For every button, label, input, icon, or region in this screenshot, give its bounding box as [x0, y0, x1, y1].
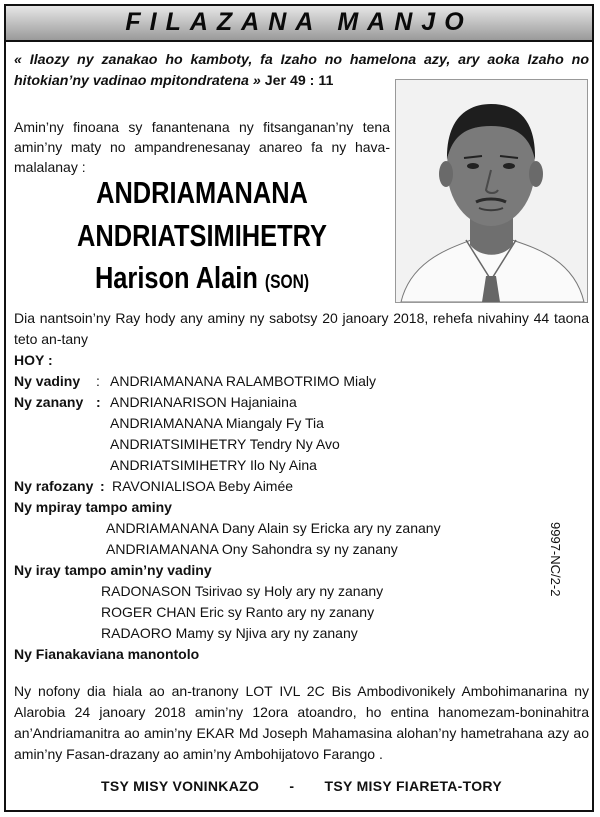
- child-name: ANDRIANARISON Hajaniaina: [110, 394, 297, 410]
- children-separator: :: [96, 394, 101, 410]
- verse-reference: Jer 49 : 11: [264, 73, 334, 89]
- spouse-separator: :: [96, 373, 100, 389]
- child-name: ANDRIATSIMIHETRY Ilo Ny Aina: [110, 457, 317, 473]
- footer-separator: -: [289, 778, 295, 794]
- children-label: Ny zanany: [14, 394, 84, 410]
- portrait-photo: [395, 79, 588, 303]
- reference-code: 9997-NC/2-2: [548, 522, 563, 597]
- spouse-label: Ny vadiny: [14, 373, 81, 389]
- deceased-nickname: (SON): [264, 272, 310, 293]
- deceased-name-line3: [48, 260, 356, 296]
- footer-note: [14, 778, 589, 794]
- spouse-sibling-name: RADONASON Tsirivao sy Holy ary ny zanany: [101, 583, 384, 599]
- child-name: ANDRIATSIMIHETRY Tendry Ny Avo: [110, 436, 340, 452]
- no-flowers-text: TSY MISY VONINKAZO: [101, 778, 260, 794]
- deceased-name-line2: ANDRIATSIMIHETRY: [77, 218, 327, 253]
- child-name: ANDRIAMANANA Miangaly Fy Tia: [110, 415, 324, 431]
- funeral-details: Ny nofony dia hiala ao an-tranony LOT IVL 2C Bis Ambodivonikely Ambohimanarina ny Alarobia 24 janoary 2018 amin’ny 12ora atoandro, ho entina hanomezam-boninahitra an’Andriamanitra ao amin’ny EKAR Md Joseph Mahamasina alohan’ny hametrahana azy ao amin’ny Fasan-drazany ao amin’ny Ambohijatovo Farango .: [14, 683, 589, 762]
- in-law-separator: :: [100, 478, 105, 494]
- hoy-label: HOY :: [14, 352, 53, 368]
- siblings-label: Ny mpiray tampo aminy: [14, 499, 172, 515]
- death-notice: Dia nantsoin’ny Ray hody any aminy ny sabotsy 20 janoary 2018, rehefa nivahiny 44 taona teto an-tany: [14, 310, 589, 347]
- deceased-name-line1: ANDRIAMANANA: [96, 175, 308, 210]
- spouse-sibling-name: ROGER CHAN Eric sy Ranto ary ny zanany: [101, 604, 375, 620]
- spouse-name: ANDRIAMANANA RALAMBOTRIMO Mialy: [110, 373, 377, 389]
- verse-text: « Ilaozy ny zanakao ho kamboty, fa Izaho no hamelona azy, ary aoka Izaho no hitokian’ny vadinao mpitondratena »: [14, 52, 589, 89]
- notice-title: FILAZANA MANJO: [125, 8, 473, 36]
- whole-family-label: Ny Fianakaviana manontolo: [14, 646, 200, 662]
- spouse-siblings-label: Ny iray tampo amin’ny vadiny: [14, 562, 212, 578]
- deceased-first-names: Harison Alain: [94, 260, 258, 295]
- spouse-sibling-name: RADAORO Mamy sy Njiva ary ny zanany: [101, 625, 358, 641]
- intro-text: Amin’ny finoana sy fanantenana ny fitsanganan’ny tena amin’ny maty no ampandrenesanay anareo fa ny hava-malalanay :: [14, 119, 390, 175]
- sibling-name: ANDRIAMANANA Dany Alain sy Ericka ary ny zanany: [106, 520, 441, 536]
- in-law-name: RAVONIALISOA Beby Aimée: [112, 478, 294, 494]
- portrait-image: [396, 80, 587, 302]
- in-law-label: Ny rafozany: [14, 478, 94, 494]
- header-banner: [6, 6, 592, 42]
- no-wreaths-text: TSY MISY FIARETA-TORY: [324, 778, 502, 794]
- sibling-name: ANDRIAMANANA Ony Sahondra sy ny zanany: [106, 541, 398, 557]
